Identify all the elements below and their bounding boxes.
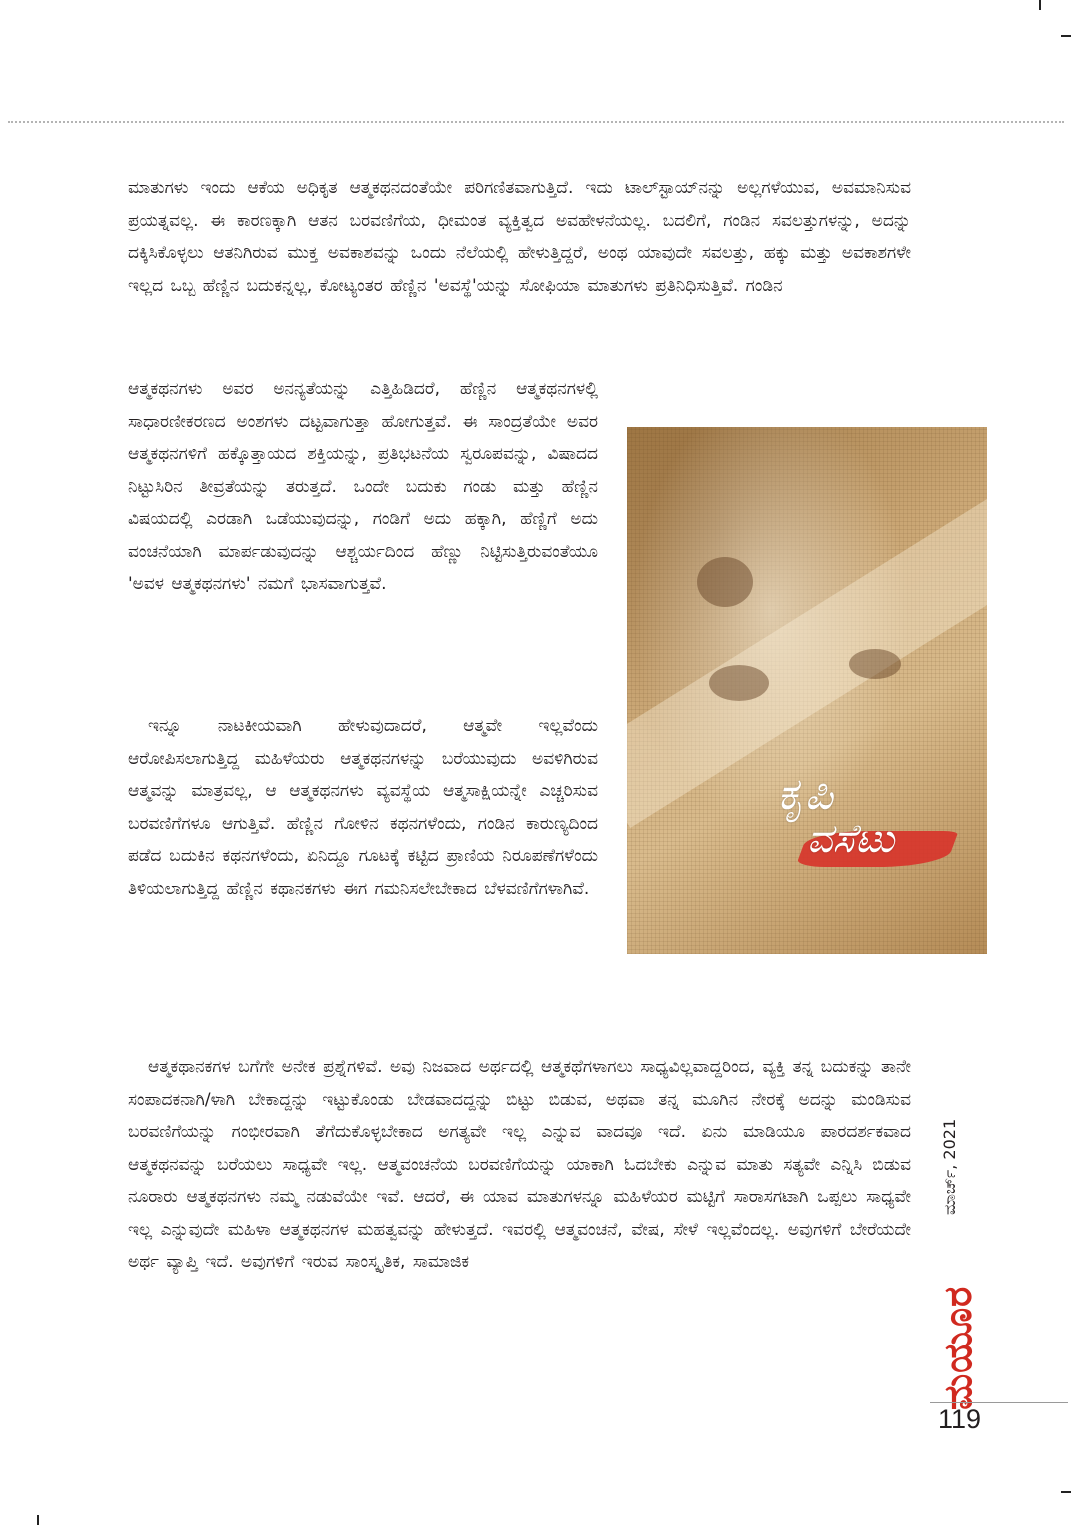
crop-mark-right-upper bbox=[1061, 35, 1071, 37]
cover-title-line: ವಸೆಟು bbox=[807, 816, 895, 862]
book-cover-image bbox=[627, 427, 987, 954]
crop-mark-top-right bbox=[1039, 0, 1041, 10]
article-paragraph: ಆತ್ಮಕಥನಗಳು ಅವರ ಅನನ್ಯತೆಯನ್ನು ಎತ್ತಿಹಿಡಿದರೆ, ಹೆಣ್ಣಿನ ಆತ್ಮಕಥನಗಳಲ್ಲಿ ಸಾಧಾರಣೀಕರಣದ ಅಂಶಗಳು ದಟ್ಟವಾಗುತ್ತಾ ಹೋಗುತ್ತವೆ. ಈ ಸಾಂದ್ರತೆಯೇ ಅವರ ಆತ್ಮಕಥನಗಳಿಗೆ ಹಕ್ಕೊತ್ತಾಯದ ಶಕ್ತಿಯನ್ನು, ಪ್ರತಿಭಟನೆಯ ಸ್ವರೂಪವನ್ನು, ವಿಷಾದದ ನಿಟ್ಟುಸಿರಿನ ತೀವ್ರತೆಯನ್ನು ತರುತ್ತದೆ. ಒಂದೇ ಬದುಕು ಗಂಡು ಮತ್ತು ಹೆಣ್ಣಿನ ವಿಷಯದಲ್ಲಿ ಎರಡಾಗಿ ಒಡೆಯುವುದನ್ನು, ಗಂಡಿಗೆ ಅದು ಹಕ್ಕಾಗಿ, ಹೆಣ್ಣಿಗೆ ಅದು ವಂಚನೆಯಾಗಿ ಮಾರ್ಪಡುವುದನ್ನು ಆಶ್ಚರ್ಯದಿಂದ ಹೆಣ್ಣು ನಿಟ್ಟಿಸುತ್ತಿರುವಂತೆಯೂ 'ಅವಳ ಆತ್ಮಕಥನಗಳು' ನಮಗೆ ಭಾಸವಾಗುತ್ತವೆ. bbox=[128, 379, 598, 594]
cover-title-line: ಕೃಪಿ bbox=[777, 769, 833, 820]
crop-mark-bottom-left bbox=[37, 1515, 39, 1525]
page-number-rule bbox=[930, 1402, 1068, 1403]
cover-face-eye bbox=[709, 665, 769, 701]
page-number: 119 bbox=[938, 1404, 982, 1434]
issue-date: ಮಾರ್ಚ್, 2021 bbox=[940, 1118, 959, 1215]
cover-title bbox=[777, 769, 957, 862]
crop-mark-right-lower bbox=[1061, 1491, 1071, 1493]
magazine-logo: ಮಯೂರ bbox=[936, 1285, 980, 1410]
cover-face-eye bbox=[849, 649, 901, 679]
article-paragraph: ಆತ್ಮಕಥಾನಕಗಳ ಬಗೆಗೇ ಅನೇಕ ಪ್ರಶ್ನೆಗಳಿವೆ. ಅವು ನಿಜವಾದ ಅರ್ಥದಲ್ಲಿ ಆತ್ಮಕಥೆಗಳಾಗಲು ಸಾಧ್ಯವಿಲ್ಲವಾದ್ದರಿಂದ, ವ್ಯಕ್ತಿ ತನ್ನ ಬದುಕನ್ನು ತಾನೇ ಸಂಪಾದಕನಾಗಿ/ಳಾಗಿ ಬೇಕಾದ್ದನ್ನು ಇಟ್ಟುಕೊಂಡು ಬೇಡವಾದದ್ದನ್ನು ಬಿಟ್ಟು ಬಿಡುವ, ಅಥವಾ ತನ್ನ ಮೂಗಿನ ನೇರಕ್ಕೆ ಅದನ್ನು ಮಂಡಿಸುವ ಬರವಣಿಗೆಯನ್ನು ಗಂಭೀರವಾಗಿ ತೆಗೆದುಕೊಳ್ಳಬೇಕಾದ ಅಗತ್ಯವೇ ಇಲ್ಲ ಎನ್ನುವ ವಾದವೂ ಇದೆ. ಏನು ಮಾಡಿಯೂ ಪಾರದರ್ಶಕವಾದ ಆತ್ಮಕಥನವನ್ನು ಬರೆಯಲು ಸಾಧ್ಯವೇ ಇಲ್ಲ. ಆತ್ಮವಂಚನೆಯ ಬರವಣಿಗೆಯನ್ನು ಯಾಕಾಗಿ ಓದಬೇಕು ಎನ್ನುವ ಮಾತು ಸತ್ಯವೇ ಎನ್ನಿಸಿ ಬಿಡುವ ನೂರಾರು ಆತ್ಮಕಥನಗಳು ನಮ್ಮ ನಡುವೆಯೇ ಇವೆ. ಆದರೆ, ಈ ಯಾವ ಮಾತುಗಳನ್ನೂ ಮಹಿಳೆಯರ ಮಟ್ಟಿಗೆ ಸಾರಾಸಗಟಾಗಿ ಒಪ್ಪಲು ಸಾಧ್ಯವೇ ಇಲ್ಲ ಎನ್ನುವುದೇ ಮಹಿಳಾ ಆತ್ಮಕಥನಗಳ ಮಹತ್ವವನ್ನು ಹೇಳುತ್ತದೆ. ಇವರಲ್ಲಿ ಆತ್ಮವಂಚನೆ, ವೇಷ, ಸೇಳೆ ಇಲ್ಲವೆಂದಲ್ಲ. ಅವುಗಳಿಗೆ ಬೇರೆಯದೇ ಅರ್ಥ ವ್ಯಾಪ್ತಿ ಇದೆ. ಅವುಗಳಿಗೆ ಇರುವ ಸಾಂಸ್ಕೃತಿಕ, ಸಾಮಾಜಿಕ bbox=[128, 1057, 911, 1272]
cover-face-eye bbox=[697, 557, 753, 607]
article-paragraph: ಮಾತುಗಳು ಇಂದು ಆಕೆಯ ಅಧಿಕೃತ ಆತ್ಮಕಥನದಂತೆಯೇ ಪರಿಗಣಿತವಾಗುತ್ತಿದೆ. ಇದು ಟಾಲ್‌ಸ್ಟಾಯ್‌ನನ್ನು ಅಲ್ಲಗಳೆಯುವ, ಅವಮಾನಿಸುವ ಪ್ರಯತ್ನವಲ್ಲ. ಈ ಕಾರಣಕ್ಕಾಗಿ ಆತನ ಬರವಣಿಗೆಯ, ಧೀಮಂತ ವ್ಯಕ್ತಿತ್ವದ ಅವಹೇಳನೆಯಲ್ಲ. ಬದಲಿಗೆ, ಗಂಡಿನ ಸವಲತ್ತುಗಳನ್ನು, ಅದನ್ನು ದಕ್ಕಿಸಿಕೊಳ್ಳಲು ಆತನಿಗಿರುವ ಮುಕ್ತ ಅವಕಾಶವನ್ನು ಒಂದು ನೆಲೆಯಲ್ಲಿ ಹೇಳುತ್ತಿದ್ದರೆ, ಅಂಥ ಯಾವುದೇ ಸವಲತ್ತು, ಹಕ್ಕು ಮತ್ತು ಅವಕಾಶಗಳೇ ಇಲ್ಲದ ಒಬ್ಬ ಹೆಣ್ಣಿನ ಬದುಕನ್ನಲ್ಲ, ಕೋಟ್ಯಂತರ ಹೆಣ್ಣಿನ 'ಅವಸ್ಥೆ'ಯನ್ನು ಸೋಫಿಯಾ ಮಾತುಗಳು ಪ್ರತಿನಿಧಿಸುತ್ತಿವೆ. ಗಂಡಿನ bbox=[128, 178, 911, 296]
article-paragraph: ಇನ್ನೂ ನಾಟಕೀಯವಾಗಿ ಹೇಳುವುದಾದರೆ, ಆತ್ಮವೇ ಇಲ್ಲವೆಂದು ಆರೋಪಿಸಲಾಗುತ್ತಿದ್ದ ಮಹಿಳೆಯರು ಆತ್ಮಕಥನಗಳನ್ನು ಬರೆಯುವುದು ಅವಳಿಗಿರುವ ಆತ್ಮವನ್ನು ಮಾತ್ರವಲ್ಲ, ಆ ಆತ್ಮಕಥನಗಳು ವ್ಯವಸ್ಥೆಯ ಆತ್ಮಸಾಕ್ಷಿಯನ್ನೇ ಎಚ್ಚರಿಸುವ ಬರವಣಿಗೆಗಳೂ ಆಗುತ್ತಿವೆ. ಹೆಣ್ಣಿನ ಗೋಳಿನ ಕಥನಗಳೆಂದು, ಗಂಡಿನ ಕಾರುಣ್ಯದಿಂದ ಪಡೆದ ಬದುಕಿನ ಕಥನಗಳೆಂದು, ಏನಿದ್ದೂ ಗೂಟಕ್ಕೆ ಕಟ್ಟಿದ ಪ್ರಾಣಿಯ ನಿರೂಪಣೆಗಳೆಂದು ತಿಳಿಯಲಾಗುತ್ತಿದ್ದ ಹೆಣ್ಣಿನ ಕಥಾನಕಗಳು ಈಗ ಗಮನಿಸಲೇಬೇಕಾದ ಬೆಳವಣಿಗೆಗಳಾಗಿವೆ. bbox=[128, 716, 598, 899]
header-dotted-rule bbox=[8, 121, 1064, 123]
